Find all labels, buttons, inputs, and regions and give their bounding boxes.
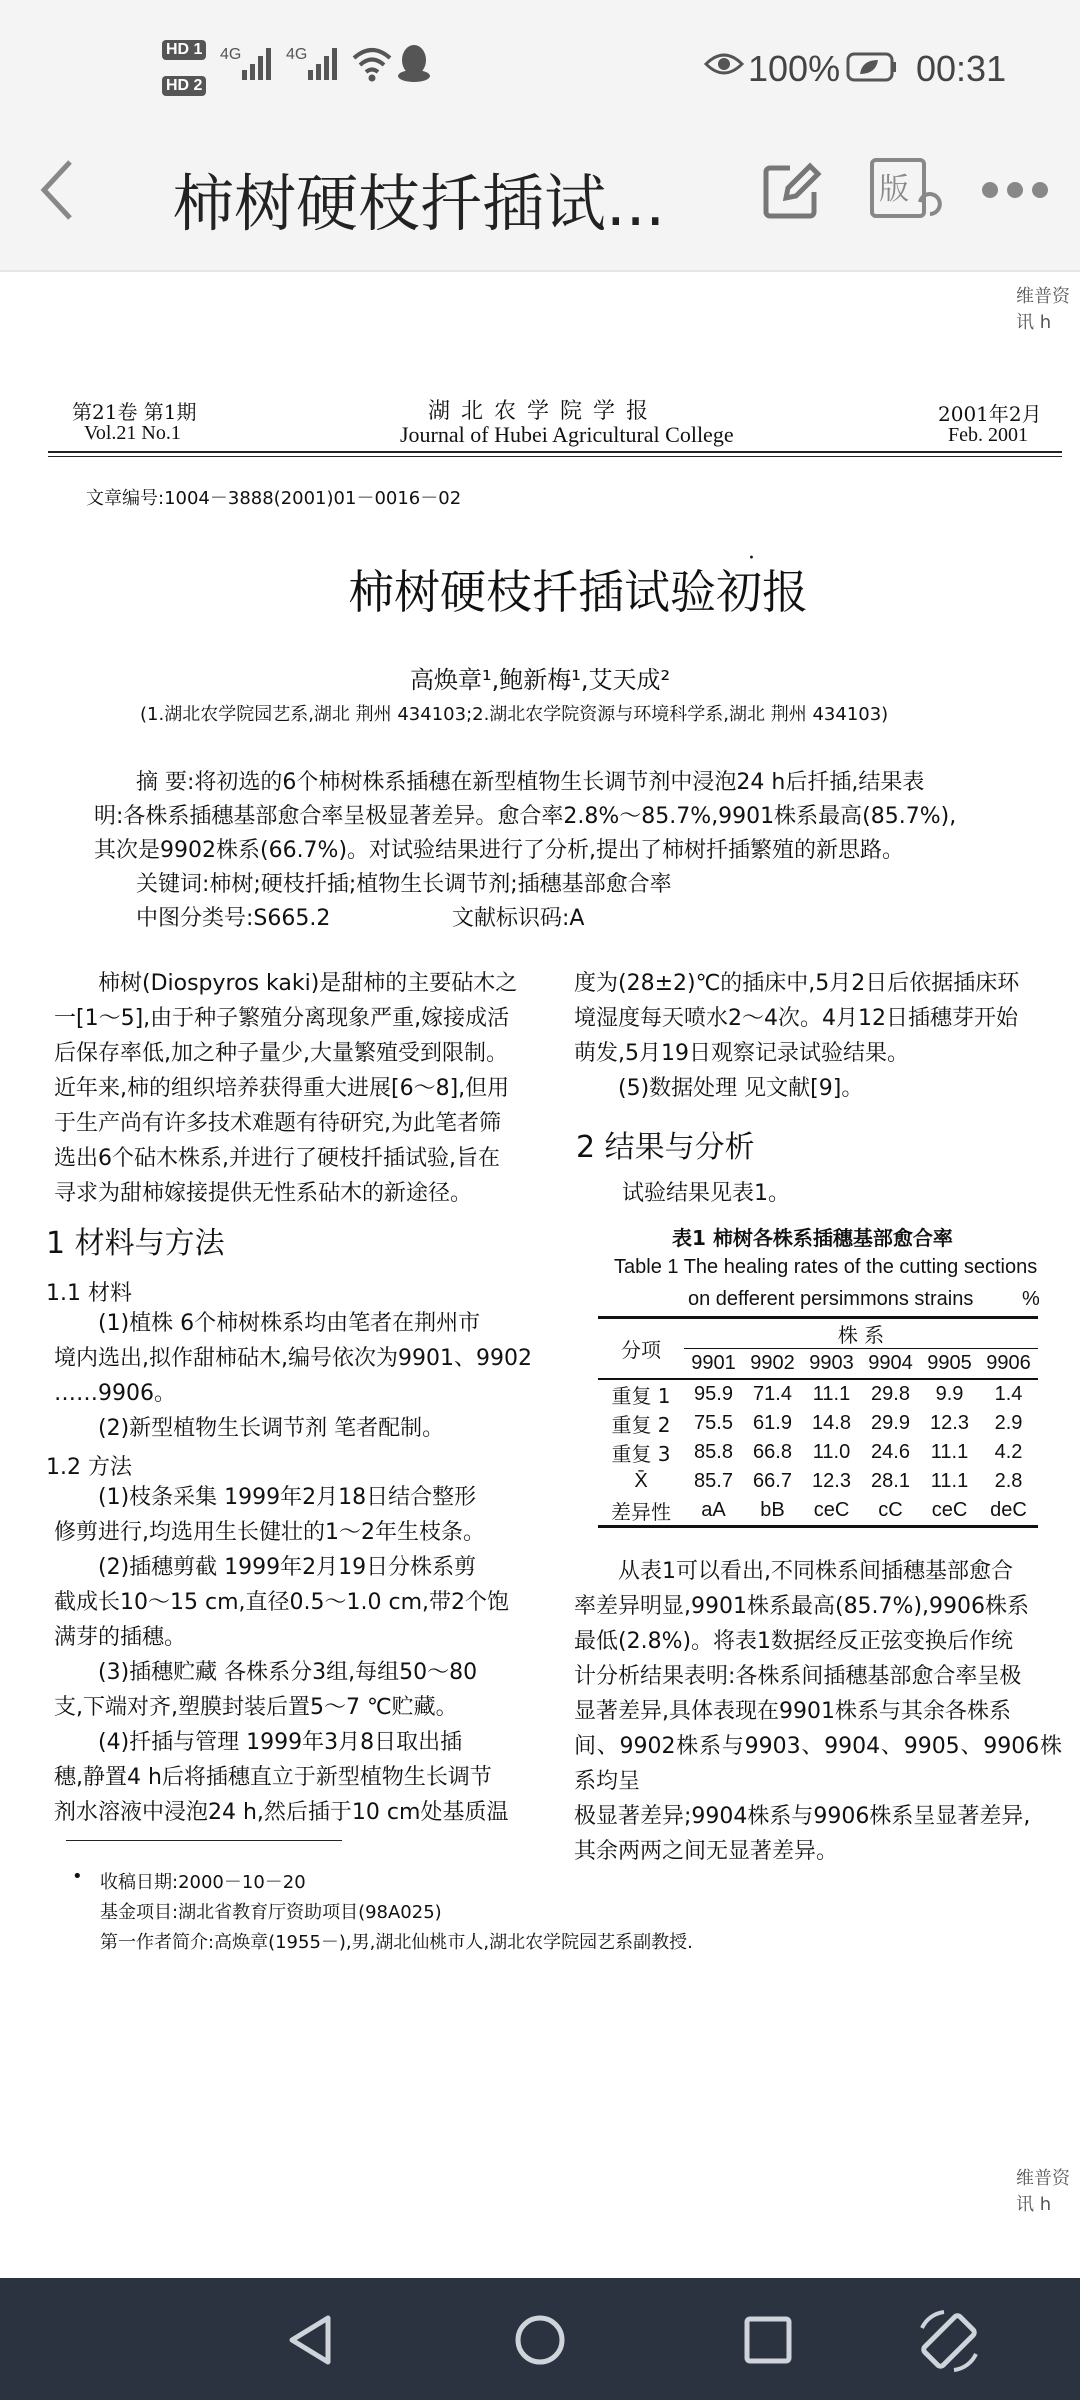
abstract-line-1: 摘 要:将初选的6个柿树株系插穗在新型植物生长调节剂中浸泡24 h后扦插,结果表 — [136, 770, 925, 795]
results-line: 计分析结果表明:各株系间插穗基部愈合率呈极 — [574, 1664, 1022, 1689]
nav-back-icon[interactable] — [282, 2312, 338, 2368]
intro-line: 后保存率低,加之种子量少,大量繁殖受到限制。 — [54, 1041, 508, 1066]
table-cell: 24.6 — [871, 1441, 910, 1463]
header-date-cn: 2001年2月 — [938, 402, 1042, 426]
header-volume-cn: 第21卷 第1期 — [72, 400, 197, 424]
table-cell: 14.8 — [812, 1412, 851, 1434]
article-number: 文章编号:1004－3888(2001)01－0016－02 — [86, 488, 462, 509]
results-paragraph — [574, 1554, 1062, 1869]
abstract-line-2: 明:各株系插穗基部愈合率呈极显著差异。愈合率2.8%～85.7%,9901株系最高(85.7%), — [94, 804, 957, 829]
signal1-label: 4G — [220, 46, 242, 63]
table-col-header: 9901 — [691, 1352, 736, 1374]
status-bar — [0, 0, 1080, 110]
results-intro: 试验结果见表1。 — [622, 1181, 790, 1206]
results-line: 其余两两之间无显著差异。 — [574, 1839, 839, 1864]
svg-text:版: 版 — [879, 172, 909, 207]
table-cell: 75.5 — [694, 1412, 733, 1434]
results-line: 极显著差异;9904株系与9906株系呈显著差异, — [574, 1804, 1031, 1829]
footnote-bullet: • — [72, 1866, 83, 1887]
table-cell: deC — [990, 1499, 1027, 1521]
layout-version-icon[interactable] — [868, 156, 944, 226]
watermark-top: 维普资讯 h — [1016, 286, 1070, 333]
methods-continued-line: 境湿度每天喷水2～4次。4月12日插穗芽开始 — [574, 1006, 1018, 1031]
table-cell: 12.3 — [930, 1412, 969, 1434]
navigation-bar — [0, 2278, 1080, 2400]
table-row — [598, 1438, 1038, 1467]
nav-home-icon[interactable] — [512, 2312, 568, 2368]
wifi-icon — [350, 44, 394, 84]
footnote-rule — [66, 1840, 342, 1841]
materials-line: 境内选出,拟作甜柿砧木,编号依次为9901、9902 — [54, 1346, 532, 1371]
table-cell: 4.2 — [994, 1441, 1023, 1463]
hd2-badge: HD 2 — [162, 76, 206, 96]
table-row — [598, 1496, 1038, 1527]
methods-line: (4)扦插与管理 1999年3月8日取出插 — [98, 1730, 463, 1755]
methods-line: 支,下端对齐,塑膜封装后置5～7 ℃贮藏。 — [54, 1695, 458, 1720]
table-row-label: X̄ — [634, 1470, 648, 1492]
table-cell: ceC — [813, 1499, 850, 1521]
table-cell: ceC — [931, 1499, 968, 1521]
table-cell: 11.0 — [812, 1441, 851, 1463]
affiliation: (1.湖北农学院园艺系,湖北 荆州 434103;2.湖北农学院资源与环境科学系,湖北 荆州 434103) — [140, 704, 889, 725]
table-row-label: 重复 2 — [611, 1413, 671, 1437]
header-journal-en: Journal of Hubei Agricultural College — [400, 422, 734, 447]
app-bar — [0, 110, 1080, 272]
table-title-en-line-1: Table 1 The healing rates of the cutting sections — [614, 1256, 1038, 1278]
header-rule — [48, 451, 1062, 453]
table-row — [598, 1467, 1038, 1496]
header-date-en: Feb. 2001 — [948, 424, 1028, 446]
methods-line: (3)插穗贮藏 各株系分3组,每组50～80 — [98, 1660, 478, 1685]
intro-paragraph — [54, 966, 534, 1211]
edit-icon[interactable] — [760, 160, 822, 222]
header-volume-en: Vol.21 No.1 — [84, 422, 181, 444]
table-row-label: 重复 1 — [611, 1384, 671, 1408]
table-title-cn: 表1 柿树各株系插穗基部愈合率 — [672, 1226, 953, 1250]
materials-line: ……9906。 — [54, 1381, 176, 1406]
signal1-icon — [240, 42, 280, 82]
table-cell: aA — [701, 1499, 726, 1521]
results-line: 最低(2.8%)。将表1数据经反正弦变换后作统 — [574, 1629, 1014, 1654]
table-cell: 29.8 — [871, 1383, 910, 1405]
methods-line: 截成长10～15 cm,直径0.5～1.0 cm,带2个饱 — [54, 1590, 509, 1615]
table-cell: 61.9 — [753, 1412, 792, 1434]
methods-line: 剂水溶液中浸泡24 h,然后插于10 cm处基质温 — [54, 1800, 509, 1825]
table-cell: 11.1 — [812, 1383, 851, 1405]
table-header-row — [598, 1318, 1038, 1349]
table-cell: 12.3 — [812, 1470, 851, 1492]
signal2-icon — [306, 42, 346, 82]
table-cell: 66.7 — [753, 1470, 792, 1492]
intro-line: 选出6个砧木株系,并进行了硬枝扦插试验,旨在 — [54, 1146, 500, 1171]
document-title: 柿树硬枝扦插试... — [172, 167, 666, 240]
section-1-2-heading: 1.2 方法 — [46, 1455, 132, 1480]
table-cell: 66.8 — [753, 1441, 792, 1463]
intro-line: 柿树(Diospyros kaki)是甜柿的主要砧木之 — [98, 971, 518, 996]
methods-line: (1)枝条采集 1999年2月18日结合整形 — [98, 1485, 477, 1510]
abstract-line-3: 其次是9902株系(66.7%)。对试验结果进行了分析,提出了柿树扦插繁殖的新思路。 — [94, 838, 905, 863]
table-cell: 95.9 — [694, 1383, 733, 1405]
materials-line: (1)植株 6个柿树株系均由笔者在荆州市 — [98, 1311, 481, 1336]
table-row — [598, 1409, 1038, 1438]
materials-paragraph — [54, 1306, 534, 1446]
header-journal-cn: 湖 北 农 学 院 学 报 — [428, 399, 650, 424]
clc-number: 中图分类号:S665.2 — [136, 906, 331, 931]
title-footnote-mark: · — [748, 546, 755, 571]
clock: 00:31 — [916, 48, 1007, 89]
intro-line: 寻求为甜柿嫁接提供无性系砧木的新途径。 — [54, 1181, 473, 1206]
results-line: 显著差异,具体表现在9901株系与其余各株系 — [574, 1699, 1011, 1724]
table-col-header: 9904 — [868, 1352, 913, 1374]
table-cell: 11.1 — [930, 1470, 969, 1492]
methods-continued-paragraph — [574, 966, 1062, 1106]
table-cell: 9.9 — [935, 1383, 964, 1405]
table-row-label: 重复 3 — [611, 1442, 671, 1466]
table-cell: 11.1 — [930, 1441, 969, 1463]
table-cell: 2.8 — [994, 1470, 1023, 1492]
table-cell: 2.9 — [994, 1412, 1023, 1434]
table-header-strains: 株 系 — [684, 1318, 1038, 1349]
section-2-heading: 2 结果与分析 — [576, 1130, 755, 1165]
more-options-icon[interactable] — [980, 178, 1050, 202]
nav-recents-icon[interactable] — [742, 2314, 794, 2366]
article-title: 柿树硬枝扦插试验初报 — [348, 565, 808, 619]
methods-line: 修剪进行,均选用生长健壮的1～2年生枝条。 — [54, 1520, 485, 1545]
table-col-header: 9902 — [750, 1352, 795, 1374]
materials-line: (2)新型植物生长调节剂 笔者配制。 — [98, 1416, 445, 1441]
table-cell: 85.7 — [694, 1470, 733, 1492]
eye-icon — [704, 50, 744, 78]
table-col-header: 9906 — [986, 1352, 1031, 1374]
battery-percent: 100% — [748, 48, 841, 89]
table-row — [598, 1379, 1038, 1409]
methods-continued-line: 萌发,5月19日观察记录试验结果。 — [574, 1041, 909, 1066]
methods-continued-line: 度为(28±2)℃的插床中,5月2日后依据插床环 — [574, 971, 1020, 996]
intro-line: 于生产尚有许多技术难题有待研究,为此笔者筛 — [54, 1111, 501, 1136]
rotate-screen-icon[interactable] — [914, 2306, 984, 2376]
table-cell: 1.4 — [994, 1383, 1023, 1405]
table-cell: bB — [760, 1499, 785, 1521]
methods-line: (2)插穗剪截 1999年2月19日分株系剪 — [98, 1555, 477, 1580]
footnote-author: 第一作者简介:高焕章(1955－),男,湖北仙桃市人,湖北农学院园艺系副教授. — [100, 1932, 693, 1953]
header-rule-thin — [48, 456, 1062, 457]
table-cell: 28.1 — [871, 1470, 910, 1492]
authors: 高焕章¹,鲍新梅¹,艾天成² — [410, 666, 671, 694]
hd1-badge: HD 1 — [162, 40, 206, 60]
intro-line: 一[1～5],由于种子繁殖分离现象严重,嫁接成活 — [54, 1006, 510, 1031]
methods-line: 满芽的插穗。 — [54, 1625, 187, 1650]
table-cell: 29.9 — [871, 1412, 910, 1434]
battery-icon — [846, 52, 898, 82]
results-line: 率差异明显,9901株系最高(85.7%),9906株系 — [574, 1594, 1030, 1619]
watermark-bottom: 维普资讯 h — [1016, 2168, 1070, 2215]
signal2-label: 4G — [286, 46, 308, 63]
table-cell: cC — [878, 1499, 903, 1521]
table-cell: 85.8 — [694, 1441, 733, 1463]
table-col-header: 9903 — [809, 1352, 854, 1374]
healing-rate-table — [598, 1316, 1038, 1528]
table-title-en-line-2: on defferent persimmons strains — [688, 1288, 974, 1310]
back-arrow-icon[interactable] — [36, 158, 76, 222]
methods-paragraph — [54, 1480, 534, 1830]
results-line: 间、9902株系与9903、9904、9905、9906株系均呈 — [574, 1734, 1062, 1794]
section-1-heading: 1 材料与方法 — [46, 1226, 225, 1261]
table-header-item: 分项 — [598, 1318, 684, 1380]
table-unit: % — [1022, 1288, 1040, 1310]
intro-line: 近年来,柿的组织培养获得重大进展[6～8],但用 — [54, 1076, 510, 1101]
keywords: 关键词:柿树;硬枝扦插;植物生长调节剂;插穗基部愈合率 — [136, 872, 672, 897]
footnote-fund: 基金项目:湖北省教育厅资助项目(98A025) — [100, 1902, 442, 1923]
footnote-received: 收稿日期:2000－10－20 — [100, 1872, 306, 1893]
document-code: 文献标识码:A — [452, 906, 585, 931]
section-1-1-heading: 1.1 材料 — [46, 1281, 132, 1306]
results-line: 从表1可以看出,不同株系间插穗基部愈合 — [618, 1559, 1013, 1584]
table-row-label: 差异性 — [611, 1500, 671, 1524]
methods-line: 穗,静置4 h后将插穗直立于新型植物生长调节 — [54, 1765, 492, 1790]
table-col-header: 9905 — [927, 1352, 972, 1374]
table-cell: 71.4 — [753, 1383, 792, 1405]
qq-penguin-icon — [396, 42, 432, 84]
methods-continued-line: (5)数据处理 见文献[9]。 — [618, 1076, 864, 1101]
